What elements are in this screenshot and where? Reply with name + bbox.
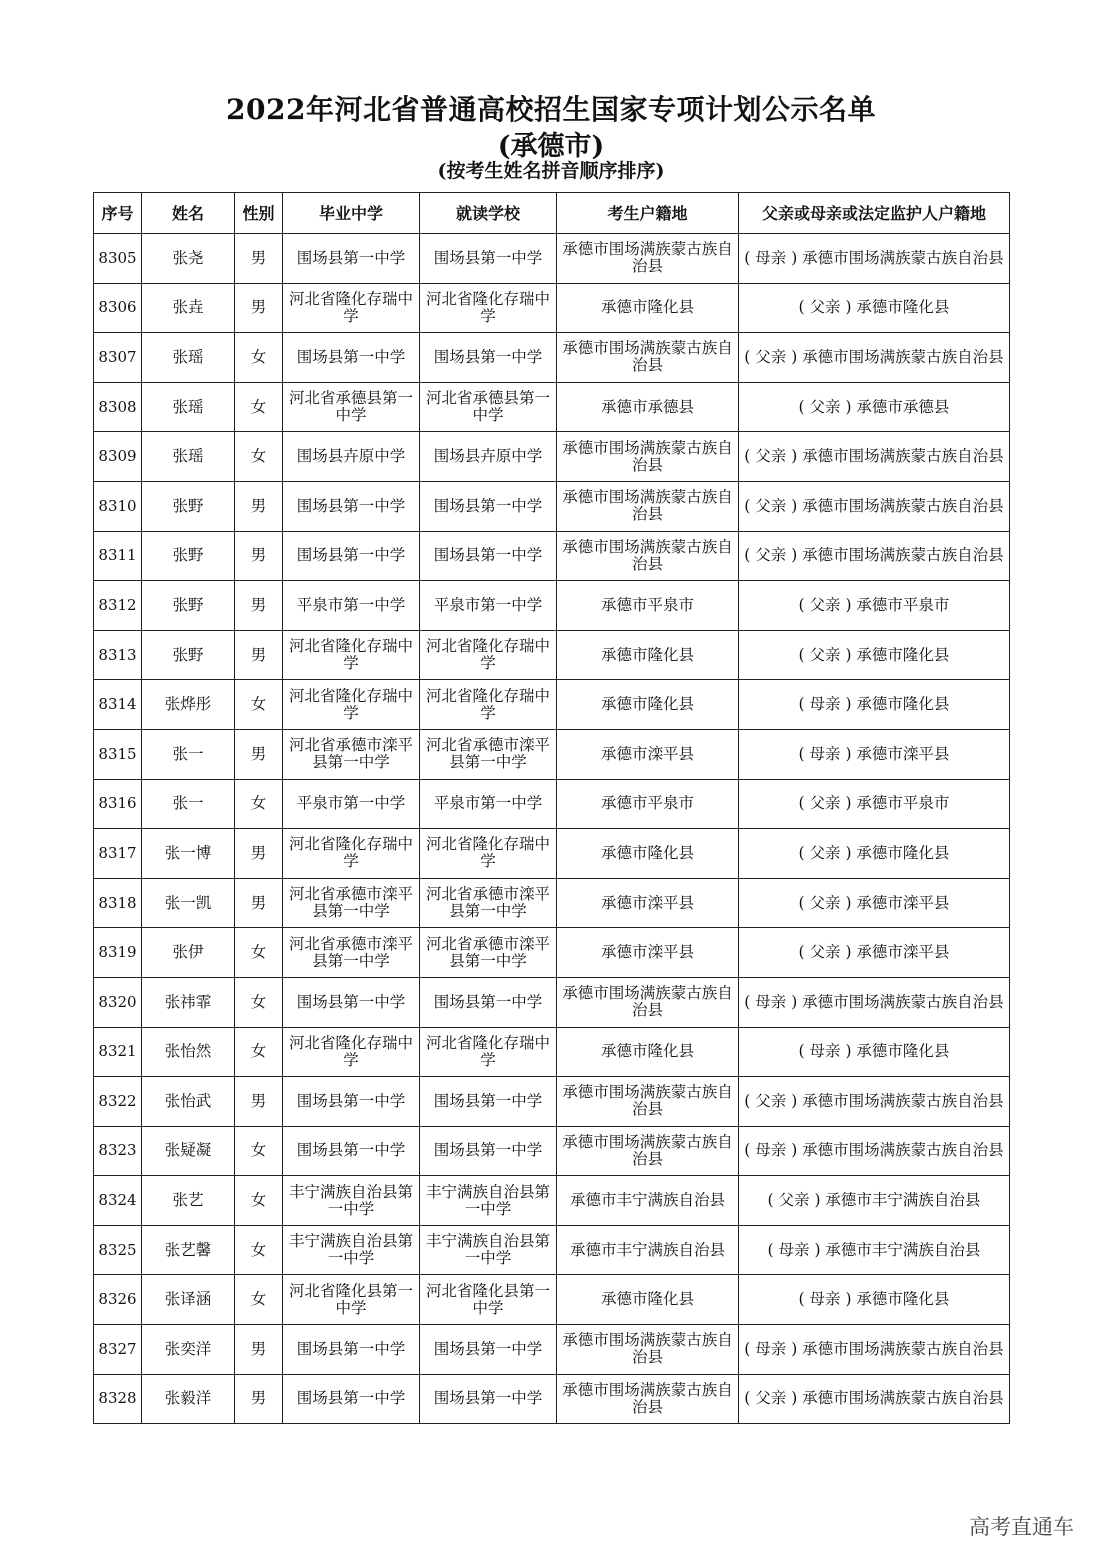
- cell-gender: 男: [235, 1325, 283, 1375]
- cell-seq: 8315: [94, 729, 142, 779]
- page-subtitle-sort-note: (按考生姓名拼音顺序排序): [437, 160, 665, 182]
- cell-gender: 女: [235, 382, 283, 432]
- cell-current-school: 围场县第一中学: [420, 1374, 557, 1424]
- cell-guardian-hukou: ( 母亲 ) 承德市围场满族蒙古族自治县: [739, 1126, 1010, 1176]
- cell-graduation-school: 平泉市第一中学: [283, 779, 420, 829]
- cell-gender: 女: [235, 432, 283, 482]
- cell-gender: 男: [235, 829, 283, 879]
- cell-guardian-hukou: ( 母亲 ) 承德市隆化县: [739, 1027, 1010, 1077]
- cell-seq: 8311: [94, 531, 142, 581]
- table-row: [94, 928, 1010, 978]
- column-header-seq: 序号: [94, 193, 142, 234]
- cell-seq: 8321: [94, 1027, 142, 1077]
- cell-gender: 男: [235, 234, 283, 284]
- cell-graduation-school: 河北省隆化存瑞中学: [283, 283, 420, 333]
- cell-gender: 男: [235, 878, 283, 928]
- cell-current-school: 丰宁满族自治县第一中学: [420, 1176, 557, 1226]
- cell-graduation-school: 河北省隆化存瑞中学: [283, 680, 420, 730]
- cell-seq: 8317: [94, 829, 142, 879]
- cell-student-hukou: 承德市丰宁满族自治县: [557, 1225, 739, 1275]
- cell-guardian-hukou: ( 父亲 ) 承德市围场满族蒙古族自治县: [739, 531, 1010, 581]
- cell-gender: 女: [235, 680, 283, 730]
- admission-list-table: [93, 192, 1010, 1424]
- cell-graduation-school: 围场县第一中学: [283, 333, 420, 383]
- cell-student-hukou: 承德市围场满族蒙古族自治县: [557, 1126, 739, 1176]
- cell-current-school: 围场县第一中学: [420, 977, 557, 1027]
- cell-current-school: 河北省隆化存瑞中学: [420, 283, 557, 333]
- cell-guardian-hukou: ( 父亲 ) 承德市承德县: [739, 382, 1010, 432]
- cell-name: 张祎霏: [142, 977, 235, 1027]
- cell-graduation-school: 围场县第一中学: [283, 1126, 420, 1176]
- cell-name: 张野: [142, 581, 235, 631]
- cell-guardian-hukou: ( 父亲 ) 承德市隆化县: [739, 630, 1010, 680]
- cell-seq: 8307: [94, 333, 142, 383]
- cell-gender: 男: [235, 531, 283, 581]
- cell-current-school: 围场县第一中学: [420, 234, 557, 284]
- cell-seq: 8325: [94, 1225, 142, 1275]
- table-body: [94, 234, 1010, 1424]
- cell-guardian-hukou: ( 母亲 ) 承德市隆化县: [739, 1275, 1010, 1325]
- cell-student-hukou: 承德市丰宁满族自治县: [557, 1176, 739, 1226]
- cell-seq: 8313: [94, 630, 142, 680]
- cell-current-school: 平泉市第一中学: [420, 581, 557, 631]
- cell-guardian-hukou: ( 父亲 ) 承德市平泉市: [739, 581, 1010, 631]
- cell-graduation-school: 河北省隆化存瑞中学: [283, 829, 420, 879]
- cell-gender: 男: [235, 481, 283, 531]
- column-header-gender: 性别: [235, 193, 283, 234]
- table-row: [94, 531, 1010, 581]
- cell-seq: 8320: [94, 977, 142, 1027]
- table-row: [94, 1176, 1010, 1226]
- cell-guardian-hukou: ( 父亲 ) 承德市围场满族蒙古族自治县: [739, 333, 1010, 383]
- cell-seq: 8312: [94, 581, 142, 631]
- cell-guardian-hukou: ( 父亲 ) 承德市围场满族蒙古族自治县: [739, 481, 1010, 531]
- column-header-graduation-school: 毕业中学: [283, 193, 420, 234]
- column-header-guardian-hukou: 父亲或母亲或法定监护人户籍地: [739, 193, 1010, 234]
- cell-student-hukou: 承德市围场满族蒙古族自治县: [557, 1077, 739, 1127]
- table-row: [94, 1275, 1010, 1325]
- cell-name: 张尧: [142, 234, 235, 284]
- table-row: [94, 1077, 1010, 1127]
- table-row: [94, 779, 1010, 829]
- cell-graduation-school: 围场县第一中学: [283, 1374, 420, 1424]
- cell-student-hukou: 承德市围场满族蒙古族自治县: [557, 977, 739, 1027]
- cell-gender: 男: [235, 283, 283, 333]
- cell-graduation-school: 河北省隆化存瑞中学: [283, 630, 420, 680]
- cell-name: 张怡然: [142, 1027, 235, 1077]
- cell-student-hukou: 承德市平泉市: [557, 779, 739, 829]
- cell-graduation-school: 围场县第一中学: [283, 1077, 420, 1127]
- cell-student-hukou: 承德市滦平县: [557, 729, 739, 779]
- table-row: [94, 1126, 1010, 1176]
- cell-name: 张一: [142, 729, 235, 779]
- cell-student-hukou: 承德市隆化县: [557, 829, 739, 879]
- cell-current-school: 围场县第一中学: [420, 481, 557, 531]
- cell-student-hukou: 承德市围场满族蒙古族自治县: [557, 333, 739, 383]
- cell-name: 张伊: [142, 928, 235, 978]
- cell-graduation-school: 丰宁满族自治县第一中学: [283, 1176, 420, 1226]
- cell-seq: 8319: [94, 928, 142, 978]
- cell-graduation-school: 河北省承德市滦平县第一中学: [283, 729, 420, 779]
- cell-gender: 女: [235, 1225, 283, 1275]
- cell-guardian-hukou: ( 父亲 ) 承德市滦平县: [739, 878, 1010, 928]
- watermark: 高考直通车: [969, 1515, 1074, 1539]
- cell-graduation-school: 围场县第一中学: [283, 234, 420, 284]
- cell-name: 张瑶: [142, 382, 235, 432]
- page-title: 2022年河北省普通高校招生国家专项计划公示名单: [226, 93, 876, 126]
- cell-name: 张烨彤: [142, 680, 235, 730]
- cell-name: 张译涵: [142, 1275, 235, 1325]
- cell-student-hukou: 承德市隆化县: [557, 1275, 739, 1325]
- cell-graduation-school: 围场县第一中学: [283, 531, 420, 581]
- cell-name: 张疑凝: [142, 1126, 235, 1176]
- table-row: [94, 977, 1010, 1027]
- column-header-student-hukou: 考生户籍地: [557, 193, 739, 234]
- cell-graduation-school: 丰宁满族自治县第一中学: [283, 1225, 420, 1275]
- page-subtitle-city: (承德市): [497, 131, 605, 162]
- cell-graduation-school: 围场县第一中学: [283, 481, 420, 531]
- cell-student-hukou: 承德市围场满族蒙古族自治县: [557, 234, 739, 284]
- cell-seq: 8324: [94, 1176, 142, 1226]
- cell-guardian-hukou: ( 母亲 ) 承德市隆化县: [739, 680, 1010, 730]
- cell-seq: 8326: [94, 1275, 142, 1325]
- cell-current-school: 河北省隆化县第一中学: [420, 1275, 557, 1325]
- cell-seq: 8327: [94, 1325, 142, 1375]
- cell-gender: 女: [235, 1126, 283, 1176]
- cell-current-school: 河北省承德市滦平县第一中学: [420, 729, 557, 779]
- cell-graduation-school: 河北省承德市滦平县第一中学: [283, 878, 420, 928]
- cell-guardian-hukou: ( 母亲 ) 承德市丰宁满族自治县: [739, 1225, 1010, 1275]
- table-row: [94, 878, 1010, 928]
- column-header-name: 姓名: [142, 193, 235, 234]
- cell-student-hukou: 承德市围场满族蒙古族自治县: [557, 1374, 739, 1424]
- cell-student-hukou: 承德市隆化县: [557, 630, 739, 680]
- cell-seq: 8306: [94, 283, 142, 333]
- cell-name: 张野: [142, 630, 235, 680]
- cell-current-school: 围场县第一中学: [420, 1325, 557, 1375]
- cell-name: 张艺馨: [142, 1225, 235, 1275]
- cell-graduation-school: 围场县卉原中学: [283, 432, 420, 482]
- cell-name: 张奕洋: [142, 1325, 235, 1375]
- cell-gender: 女: [235, 1275, 283, 1325]
- cell-name: 张垚: [142, 283, 235, 333]
- cell-name: 张艺: [142, 1176, 235, 1226]
- cell-guardian-hukou: ( 母亲 ) 承德市滦平县: [739, 729, 1010, 779]
- cell-current-school: 河北省承德县第一中学: [420, 382, 557, 432]
- table-row: [94, 1325, 1010, 1375]
- cell-current-school: 河北省隆化存瑞中学: [420, 680, 557, 730]
- cell-student-hukou: 承德市隆化县: [557, 680, 739, 730]
- cell-seq: 8310: [94, 481, 142, 531]
- table-row: [94, 333, 1010, 383]
- cell-name: 张一凯: [142, 878, 235, 928]
- cell-gender: 女: [235, 333, 283, 383]
- cell-name: 张一: [142, 779, 235, 829]
- cell-current-school: 丰宁满族自治县第一中学: [420, 1225, 557, 1275]
- cell-current-school: 平泉市第一中学: [420, 779, 557, 829]
- cell-current-school: 围场县第一中学: [420, 1077, 557, 1127]
- table-row: [94, 729, 1010, 779]
- cell-student-hukou: 承德市滦平县: [557, 928, 739, 978]
- cell-graduation-school: 围场县第一中学: [283, 1325, 420, 1375]
- cell-guardian-hukou: ( 父亲 ) 承德市隆化县: [739, 829, 1010, 879]
- cell-student-hukou: 承德市围场满族蒙古族自治县: [557, 1325, 739, 1375]
- cell-gender: 女: [235, 779, 283, 829]
- cell-student-hukou: 承德市围场满族蒙古族自治县: [557, 481, 739, 531]
- cell-guardian-hukou: ( 母亲 ) 承德市围场满族蒙古族自治县: [739, 1325, 1010, 1375]
- cell-student-hukou: 承德市围场满族蒙古族自治县: [557, 432, 739, 482]
- cell-current-school: 河北省承德市滦平县第一中学: [420, 878, 557, 928]
- cell-seq: 8305: [94, 234, 142, 284]
- cell-seq: 8323: [94, 1126, 142, 1176]
- cell-graduation-school: 河北省隆化存瑞中学: [283, 1027, 420, 1077]
- cell-graduation-school: 围场县第一中学: [283, 977, 420, 1027]
- table-header-row: [94, 193, 1010, 234]
- cell-guardian-hukou: ( 父亲 ) 承德市围场满族蒙古族自治县: [739, 432, 1010, 482]
- table-row: [94, 432, 1010, 482]
- cell-student-hukou: 承德市隆化县: [557, 283, 739, 333]
- cell-guardian-hukou: ( 母亲 ) 承德市围场满族蒙古族自治县: [739, 977, 1010, 1027]
- cell-current-school: 围场县第一中学: [420, 333, 557, 383]
- table-row: [94, 1225, 1010, 1275]
- cell-guardian-hukou: ( 父亲 ) 承德市围场满族蒙古族自治县: [739, 1374, 1010, 1424]
- cell-seq: 8314: [94, 680, 142, 730]
- cell-guardian-hukou: ( 父亲 ) 承德市滦平县: [739, 928, 1010, 978]
- cell-seq: 8309: [94, 432, 142, 482]
- cell-guardian-hukou: ( 父亲 ) 承德市围场满族蒙古族自治县: [739, 1077, 1010, 1127]
- cell-guardian-hukou: ( 母亲 ) 承德市围场满族蒙古族自治县: [739, 234, 1010, 284]
- cell-graduation-school: 河北省隆化县第一中学: [283, 1275, 420, 1325]
- cell-seq: 8322: [94, 1077, 142, 1127]
- cell-name: 张怡武: [142, 1077, 235, 1127]
- table-row: [94, 680, 1010, 730]
- cell-gender: 女: [235, 1176, 283, 1226]
- cell-current-school: 围场县第一中学: [420, 1126, 557, 1176]
- cell-name: 张毅洋: [142, 1374, 235, 1424]
- table-row: [94, 630, 1010, 680]
- cell-seq: 8328: [94, 1374, 142, 1424]
- cell-current-school: 围场县第一中学: [420, 531, 557, 581]
- cell-student-hukou: 承德市平泉市: [557, 581, 739, 631]
- cell-gender: 男: [235, 1374, 283, 1424]
- cell-graduation-school: 平泉市第一中学: [283, 581, 420, 631]
- cell-current-school: 河北省隆化存瑞中学: [420, 630, 557, 680]
- table-row: [94, 382, 1010, 432]
- cell-graduation-school: 河北省承德市滦平县第一中学: [283, 928, 420, 978]
- cell-gender: 男: [235, 630, 283, 680]
- table-row: [94, 234, 1010, 284]
- cell-current-school: 河北省承德市滦平县第一中学: [420, 928, 557, 978]
- cell-student-hukou: 承德市围场满族蒙古族自治县: [557, 531, 739, 581]
- cell-name: 张瑶: [142, 432, 235, 482]
- column-header-current-school: 就读学校: [420, 193, 557, 234]
- cell-current-school: 河北省隆化存瑞中学: [420, 829, 557, 879]
- cell-gender: 女: [235, 977, 283, 1027]
- cell-name: 张一博: [142, 829, 235, 879]
- table-row: [94, 283, 1010, 333]
- table-row: [94, 581, 1010, 631]
- cell-gender: 女: [235, 928, 283, 978]
- cell-graduation-school: 河北省承德县第一中学: [283, 382, 420, 432]
- cell-name: 张瑶: [142, 333, 235, 383]
- cell-current-school: 围场县卉原中学: [420, 432, 557, 482]
- table-row: [94, 1374, 1010, 1424]
- cell-gender: 男: [235, 729, 283, 779]
- cell-current-school: 河北省隆化存瑞中学: [420, 1027, 557, 1077]
- cell-student-hukou: 承德市承德县: [557, 382, 739, 432]
- cell-guardian-hukou: ( 父亲 ) 承德市平泉市: [739, 779, 1010, 829]
- cell-gender: 男: [235, 581, 283, 631]
- cell-guardian-hukou: ( 父亲 ) 承德市丰宁满族自治县: [739, 1176, 1010, 1226]
- table-row: [94, 829, 1010, 879]
- cell-seq: 8318: [94, 878, 142, 928]
- cell-gender: 男: [235, 1077, 283, 1127]
- cell-student-hukou: 承德市隆化县: [557, 1027, 739, 1077]
- cell-seq: 8308: [94, 382, 142, 432]
- cell-seq: 8316: [94, 779, 142, 829]
- table-row: [94, 481, 1010, 531]
- cell-guardian-hukou: ( 父亲 ) 承德市隆化县: [739, 283, 1010, 333]
- cell-student-hukou: 承德市滦平县: [557, 878, 739, 928]
- cell-name: 张野: [142, 481, 235, 531]
- table-row: [94, 1027, 1010, 1077]
- cell-gender: 女: [235, 1027, 283, 1077]
- cell-name: 张野: [142, 531, 235, 581]
